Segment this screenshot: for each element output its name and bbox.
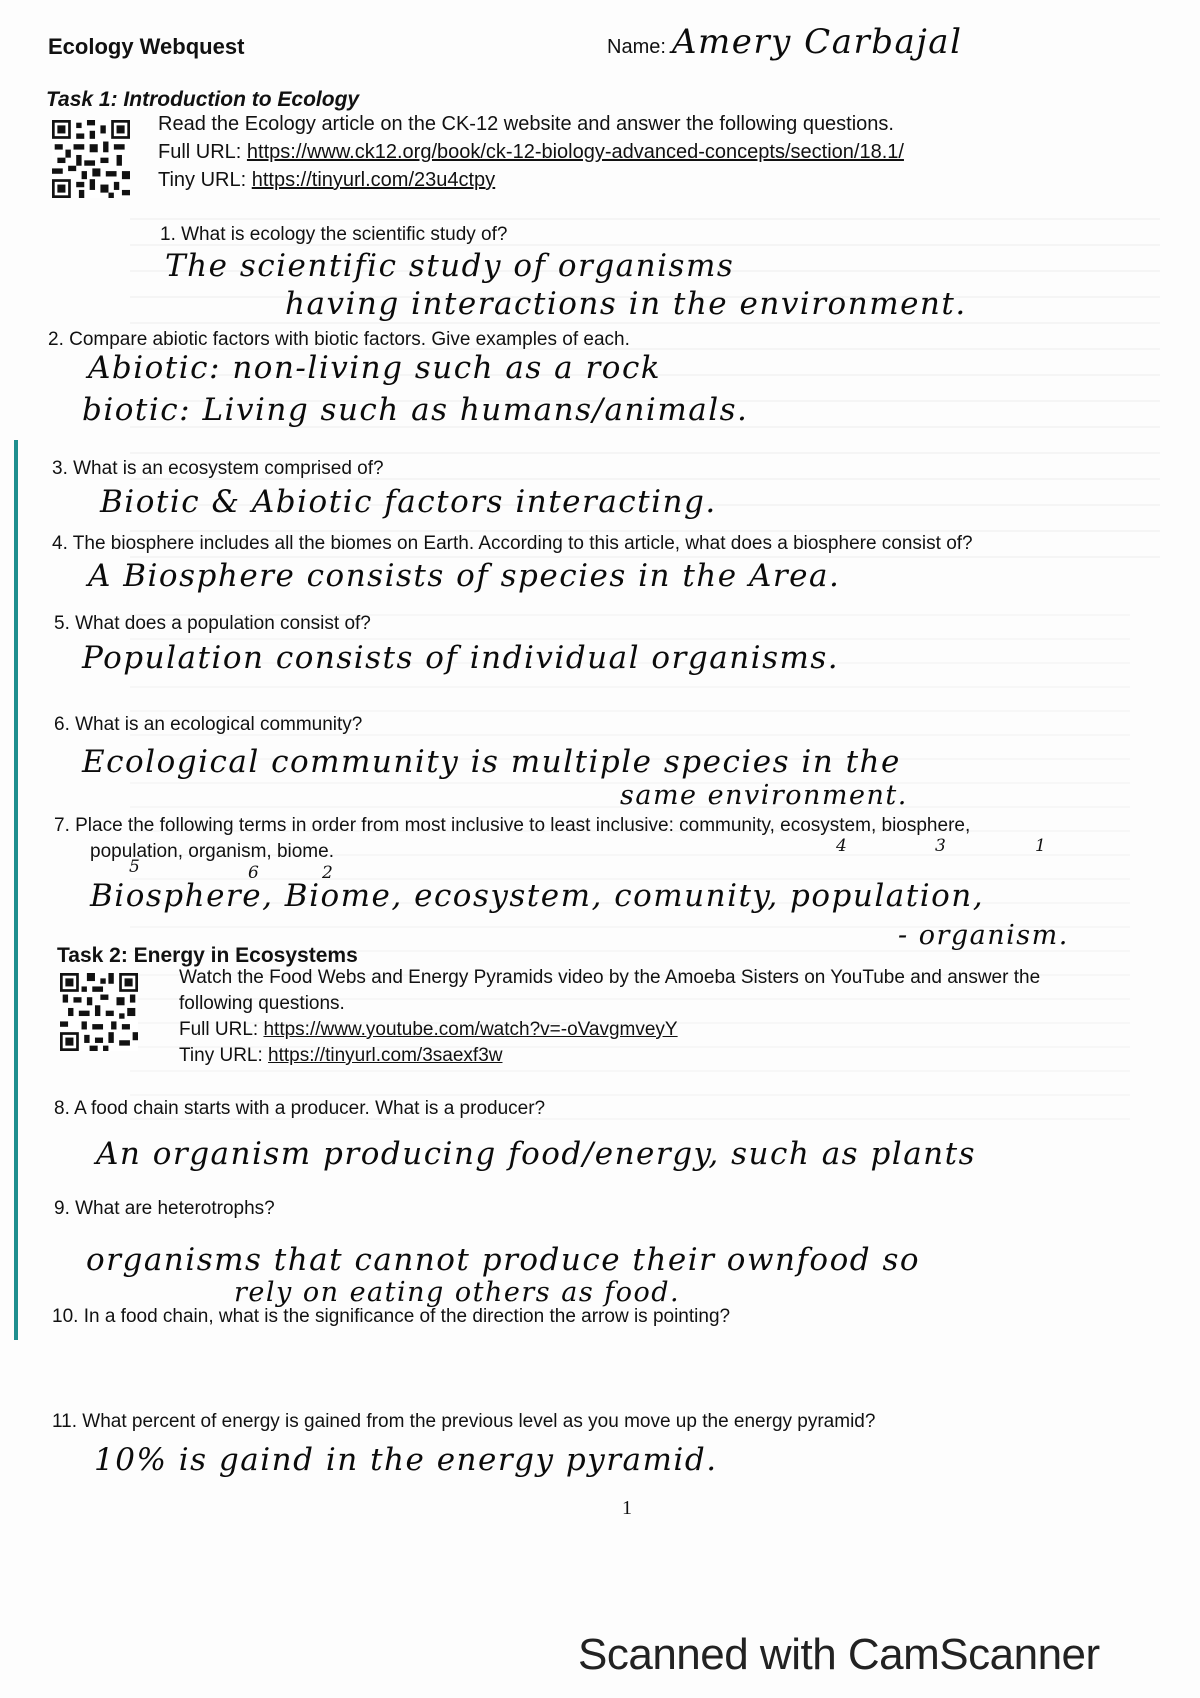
question-2: 2. Compare abiotic factors with biotic factors. Give examples of each.	[48, 329, 630, 350]
task1-tiny-url-row	[158, 169, 495, 192]
task2-tiny-url-link[interactable]: https://tinyurl.com/3saexf3w	[268, 1045, 503, 1066]
task1-instruction: Read the Ecology article on the CK-12 website and answer the following questions.	[158, 113, 894, 135]
answer-1-line-2: having interactions in the environment.	[285, 286, 967, 322]
task2-instruction-line-1: Watch the Food Webs and Energy Pyramids video by the Amoeba Sisters on YouTube and answer the	[179, 967, 1041, 988]
question-11: 11. What percent of energy is gained from the previous level as you move up the energy pyramid?	[52, 1411, 876, 1432]
question-7-line-2: population, organism, biome.	[90, 841, 334, 862]
task2-full-url-link[interactable]: https://www.youtube.com/watch?v=-oVavgmveyY	[263, 1019, 678, 1040]
order-mark: 3	[935, 836, 946, 856]
order-mark: 4	[836, 836, 847, 856]
worksheet-title: Ecology Webquest	[48, 34, 245, 59]
full-url-label: Full URL:	[179, 1019, 259, 1040]
order-mark: 2	[322, 863, 333, 883]
order-mark: 1	[1035, 836, 1046, 856]
margin-bar	[14, 440, 18, 1340]
task2-full-url-row	[179, 1019, 678, 1041]
question-1: 1. What is ecology the scientific study of?	[160, 224, 508, 245]
task1-heading: Task 1: Introduction to Ecology	[46, 88, 360, 111]
question-9: 9. What are heterotrophs?	[54, 1198, 275, 1219]
tiny-url-label: Tiny URL:	[179, 1045, 263, 1066]
answer-5: Population consists of individual organisms.	[82, 640, 840, 676]
question-4: 4. The biosphere includes all the biomes on Earth. According to this article, what does a biosphere consist of?	[52, 533, 973, 554]
task2-instruction-line-2: following questions.	[179, 993, 345, 1014]
question-6: 6. What is an ecological community?	[54, 714, 363, 735]
task2-tiny-url-row	[179, 1045, 502, 1067]
answer-6-line-1: Ecological community is multiple species in the	[82, 744, 901, 780]
question-10: 10. In a food chain, what is the significance of the direction the arrow is pointing?	[52, 1306, 731, 1327]
answer-11: 10% is gaind in the energy pyramid.	[94, 1442, 718, 1478]
question-8: 8. A food chain starts with a producer. What is a producer?	[54, 1098, 546, 1119]
question-5: 5. What does a population consist of?	[54, 613, 371, 634]
tiny-url-label: Tiny URL:	[158, 169, 247, 191]
answer-4: A Biosphere consists of species in the Area.	[88, 558, 841, 594]
student-name: Amery Carbajal	[672, 22, 963, 62]
answer-9-line-1: organisms that cannot produce their ownfood so	[86, 1242, 921, 1278]
answer-9-line-2: rely on eating others as food.	[234, 1277, 681, 1308]
task1-qr-code-icon[interactable]	[52, 120, 130, 198]
name-label: Name:	[607, 36, 666, 58]
answer-7-line-2: - organism.	[898, 920, 1069, 951]
answer-2-line-1: Abiotic: non-living such as a rock	[88, 350, 662, 386]
answer-2-line-2: biotic: Living such as humans/animals.	[82, 392, 749, 428]
full-url-label: Full URL:	[158, 141, 242, 163]
answer-7-line-1: Biosphere, Biome, ecosystem, comunity, population,	[90, 878, 985, 914]
task2-qr-code-icon[interactable]	[60, 973, 138, 1051]
answer-1-line-1: The scientific study of organisms	[165, 248, 735, 284]
page-number: 1	[622, 1497, 632, 1519]
question-3: 3. What is an ecosystem comprised of?	[52, 458, 384, 479]
answer-8: An organism producing food/energy, such as plants	[96, 1136, 977, 1172]
task1-full-url-row	[158, 141, 904, 164]
task1-full-url-link[interactable]: https://www.ck12.org/book/ck-12-biology-advanced-concepts/section/18.1/	[246, 141, 904, 163]
scanner-watermark: Scanned with CamScanner	[578, 1630, 1100, 1679]
task2-heading: Task 2: Energy in Ecosystems	[57, 944, 358, 967]
answer-6-line-2: same environment.	[620, 780, 908, 811]
order-mark: 6	[248, 863, 259, 883]
task1-tiny-url-link[interactable]: https://tinyurl.com/23u4ctpy	[251, 169, 496, 191]
question-7-line-1: 7. Place the following terms in order from most inclusive to least inclusive: community, ecosystem, biosphere,	[54, 815, 971, 836]
order-mark: 5	[129, 857, 140, 877]
answer-3: Biotic & Abiotic factors interacting.	[100, 484, 717, 520]
